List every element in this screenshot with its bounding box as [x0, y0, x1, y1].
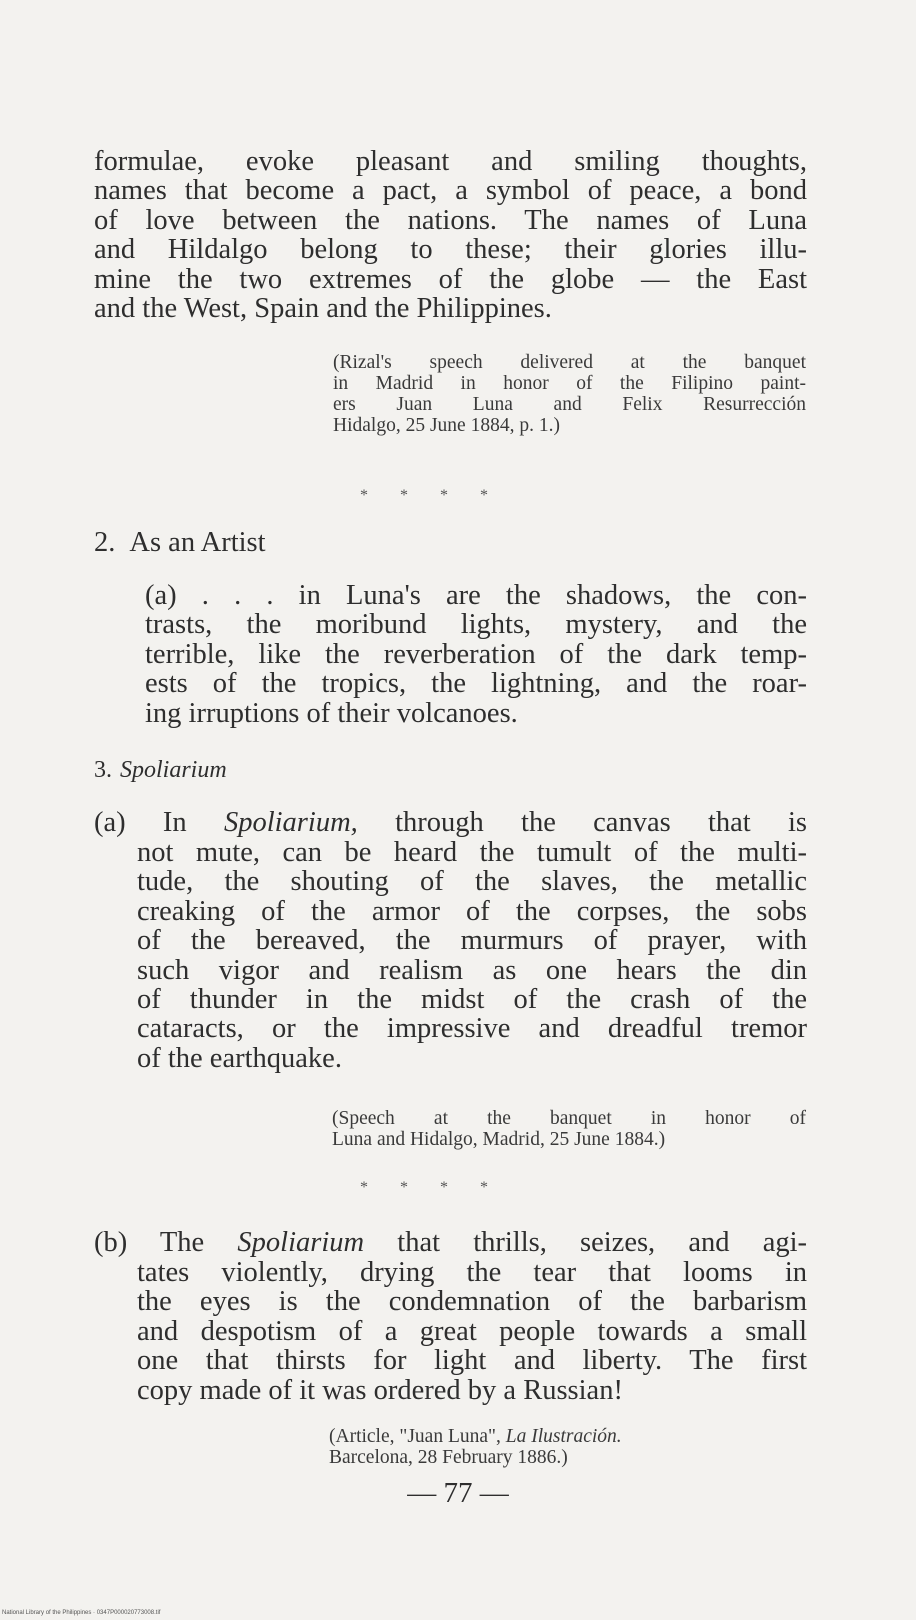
scan-footer-note: National Library of the Philippines · 0347P000020773008.tif — [2, 1610, 161, 1616]
citation-line: Luna and Hidalgo, Madrid, 25 June 1884.) — [332, 1129, 666, 1150]
citation-line: ers Juan Luna and Felix Resurrección — [333, 394, 806, 415]
citation-line: Barcelona, 28 February 1886.) — [329, 1447, 568, 1468]
paragraph-line: one that thirsts for light and liberty. The first — [137, 1345, 807, 1377]
intro-paragraph — [94, 147, 807, 323]
italic-term: Spoliarium, — [223, 807, 358, 838]
citation-speech-banquet — [332, 1108, 806, 1150]
section-heading-artist — [94, 527, 266, 559]
section-separator: * * * * — [360, 487, 502, 504]
section-title: Spoliarium — [120, 757, 227, 783]
page-number: — 77 — — [407, 1477, 509, 1509]
citation-article-juan-luna — [329, 1426, 809, 1468]
intro-line: formulae, evoke pleasant and smiling thoughts, — [94, 146, 807, 177]
paragraph-line: (a) . . . in Luna's are the shadows, the con- — [145, 580, 807, 611]
spoliarium-paragraph-b — [94, 1228, 807, 1257]
section-title: As an Artist — [129, 527, 266, 558]
first-line-text: that thrills, seizes, and agi- — [397, 1227, 808, 1258]
citation-line: in Madrid in honor of the Filipino paint- — [333, 373, 806, 394]
spoliarium-paragraph-b-body — [137, 1258, 807, 1405]
citation-line: (Article, "Juan Luna", La Ilustración. — [329, 1426, 622, 1447]
citation-line: Hidalgo, 25 June 1884, p. 1.) — [333, 415, 560, 436]
paragraph-line: not mute, can be heard the tumult of the multi- — [137, 837, 807, 868]
paragraph-line: such vigor and realism as one hears the din — [137, 954, 807, 986]
paragraph-line: copy made of it was ordered by a Russian! — [137, 1374, 623, 1406]
paragraph-line: of thunder in the midst of the crash of the — [137, 984, 807, 1016]
citation-line: (Speech at the banquet in honor of — [332, 1108, 806, 1129]
paragraph-line: terrible, like the reverberation of the dark temp- — [145, 638, 807, 670]
italic-term: Spoliarium — [237, 1227, 365, 1258]
paragraph-line: creaking of the armor of the corpses, the sobs — [137, 895, 807, 927]
artist-paragraph-a — [145, 581, 807, 728]
paragraph-line: of the bereaved, the murmurs of prayer, with — [137, 925, 807, 957]
citation-rizal-speech — [333, 352, 806, 436]
section-heading-spoliarium — [94, 757, 227, 784]
citation-line: (Rizal's speech delivered at the banquet — [333, 352, 806, 373]
paragraph-first-line — [94, 808, 807, 837]
paragraph-line: tates violently, drying the tear that looms in — [137, 1257, 807, 1288]
spoliarium-paragraph-a — [94, 808, 807, 837]
intro-line: and Hildalgo belong to these; their glories illu- — [94, 234, 807, 266]
paragraph-line: ests of the tropics, the lightning, and the roar- — [145, 668, 807, 700]
paragraph-line: of the earthquake. — [137, 1042, 342, 1074]
section-number: 3. — [94, 757, 112, 783]
first-line-text: through the canvas that is — [395, 807, 808, 838]
paragraph-line: ing irruptions of their volcanoes. — [145, 697, 518, 729]
paragraph-first-line — [94, 1228, 807, 1257]
intro-line: and the West, Spain and the Philippines. — [94, 293, 552, 325]
intro-line: names that become a pact, a symbol of peace, a bond — [94, 175, 807, 207]
intro-line: of love between the nations. The names of Luna — [94, 204, 807, 236]
paragraph-label: (a) In — [94, 807, 187, 838]
paragraph-line: and despotism of a great people towards a small — [137, 1315, 807, 1347]
paragraph-line: the eyes is the condemnation of the barbarism — [137, 1286, 807, 1318]
spoliarium-paragraph-a-body — [137, 838, 807, 1073]
paragraph-line: cataracts, or the impressive and dreadful tremor — [137, 1013, 807, 1045]
paragraph-line: tude, the shouting of the slaves, the metallic — [137, 866, 807, 898]
paragraph-label: (b) The — [94, 1227, 205, 1258]
section-separator: * * * * — [360, 1179, 502, 1196]
publication-title: La Ilustración. — [505, 1426, 622, 1447]
paragraph-line: trasts, the moribund lights, mystery, and the — [145, 609, 807, 641]
section-number: 2. — [94, 527, 116, 558]
intro-line: mine the two extremes of the globe — the East — [94, 263, 807, 295]
